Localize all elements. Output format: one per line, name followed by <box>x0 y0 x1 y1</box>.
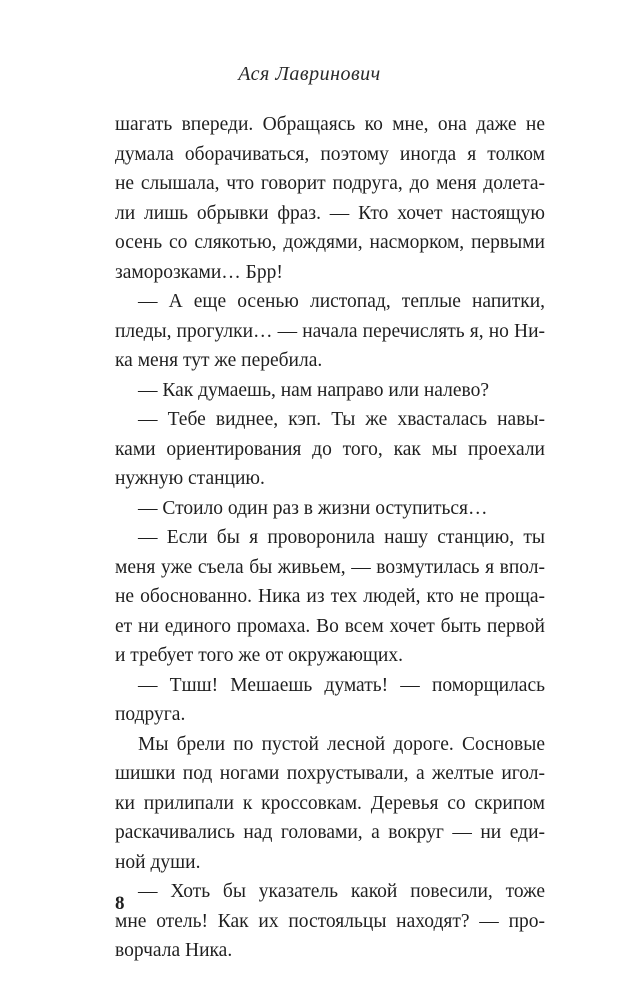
text-line: раскачивались над головами, а вокруг — ни еди- <box>115 822 545 843</box>
text-line: Мы брели по пустой лесной дороге. Сосновые <box>138 733 545 755</box>
text-line: заморозками… Брр! <box>115 261 283 283</box>
text-line: — Тебе виднее, кэп. Ты же хвасталась навы- <box>138 409 545 430</box>
text-line: нужную станцию. <box>115 468 265 489</box>
text-line: шагать впереди. Обращаясь ко мне, она даже не <box>115 114 545 135</box>
running-header-author: Ася Лавринович <box>238 63 381 85</box>
page-number: 8 <box>115 893 125 914</box>
text-line: меня уже съела бы живьем, — возмутилась я впол- <box>115 556 545 578</box>
text-line: не обоснованно. Ника из тех людей, кто не проща- <box>115 586 545 607</box>
text-line: — Стоило один раз в жизни оступиться… <box>138 497 488 519</box>
text-line: осень со слякотью, дождями, насморком, первыми <box>115 232 545 253</box>
text-line: ворчала Ника. <box>115 940 233 961</box>
text-line: шишки под ногами похрустывали, а желтые игол- <box>115 763 545 784</box>
text-line: подруга. <box>115 704 186 725</box>
text-line: ной души. <box>115 851 201 873</box>
text-line: — Тшш! Мешаешь думать! — поморщилась <box>138 674 545 696</box>
text-line: — Если бы я проворонила нашу станцию, ты <box>138 527 545 548</box>
text-line: ки прилипали к кроссовкам. Деревья со скрипом <box>115 792 545 814</box>
text-line: пледы, прогулки… — начала перечислять я, но Ни- <box>115 320 545 342</box>
text-line: и требует того же от окружающих. <box>115 645 403 666</box>
text-line: ками ориентирования до того, как мы проехали <box>115 438 545 460</box>
text-line: ли лишь обрывки фраз. — Кто хочет настоящую <box>115 202 545 224</box>
text-line: не слышала, что говорит подруга, до меня долета- <box>115 173 545 194</box>
text-line: думала оборачиваться, поэтому иногда я толком <box>115 143 545 165</box>
text-line: ет ни единого промаха. Во всем хочет быть первой <box>115 615 545 637</box>
page-body-text <box>115 110 545 966</box>
text-line: — Хоть бы указатель какой повесили, тоже <box>138 881 545 902</box>
text-line: ка меня тут же перебила. <box>115 350 323 371</box>
text-line: — А еще осенью листопад, теплые напитки, <box>138 291 545 312</box>
text-line: мне отель! Как их постояльцы находят? — про- <box>115 910 545 932</box>
text-line: — Как думаешь, нам направо или налево? <box>138 379 489 401</box>
